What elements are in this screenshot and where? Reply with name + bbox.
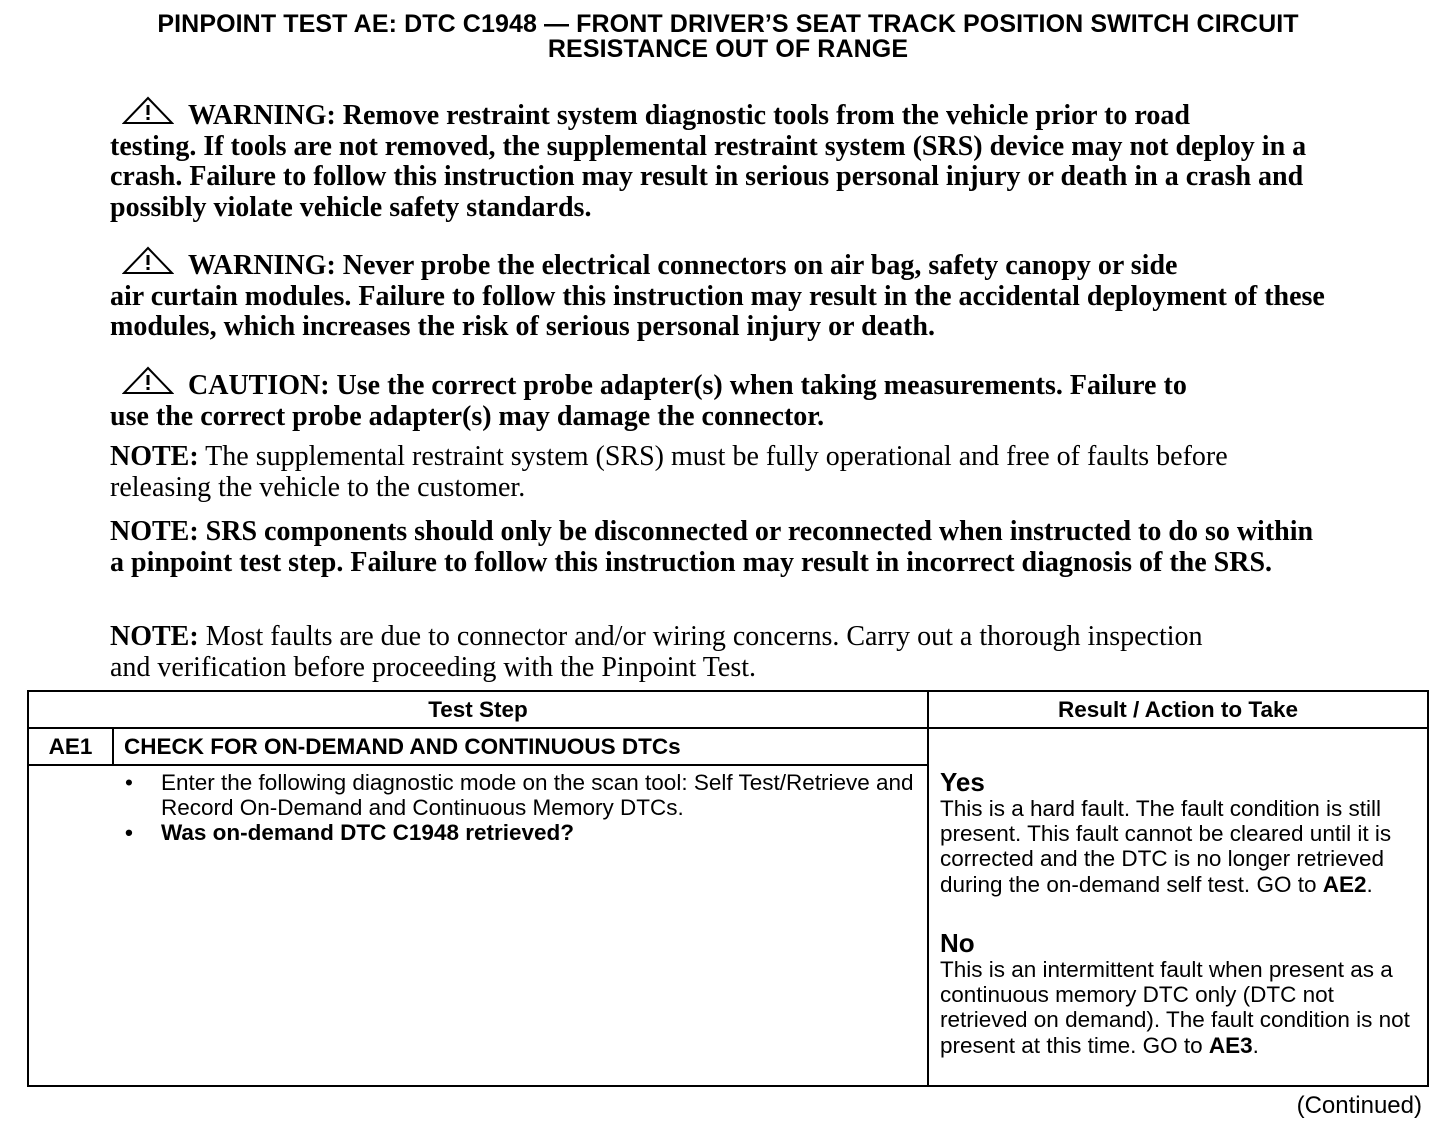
warning-notice-1 bbox=[110, 96, 1340, 223]
question-text: Was on-demand DTC C1948 retrieved? bbox=[161, 820, 575, 845]
note-1-text: The supplemental restraint system (SRS) must be fully operational and free of faults before releasing the vehicle to the customer. bbox=[110, 441, 1228, 503]
result-yes: Yes This is a hard fault. The fault condition is still present. This fault cannot be cleared until it is corrected and the DTC is no longer retrieved during the on-demand self test. GO to AE2. bbox=[940, 768, 1424, 897]
caution-notice bbox=[110, 366, 1340, 432]
page-title-line-2: RESISTANCE OUT OF RANGE bbox=[547, 35, 909, 63]
result-no-heading: No bbox=[940, 928, 975, 958]
table-column-divider bbox=[927, 692, 929, 1085]
pinpoint-test-table bbox=[27, 690, 1429, 1087]
step-title: CHECK FOR ON-DEMAND AND CONTINUOUS DTCs bbox=[124, 734, 681, 759]
warning-2-line-1: WARNING: Never probe the electrical connectors on air bag, safety canopy or side bbox=[188, 250, 1178, 281]
result-yes-heading: Yes bbox=[940, 767, 985, 797]
step-id-divider bbox=[112, 729, 114, 764]
caution-line-1: CAUTION: Use the correct probe adapter(s) when taking measurements. Failure to bbox=[188, 370, 1187, 401]
page-title-line-1: PINPOINT TEST AE: DTC C1948 — FRONT DRIVER’S SEAT TRACK POSITION SWITCH CIRCUIT bbox=[157, 10, 1299, 38]
step-instructions bbox=[115, 770, 915, 845]
bullet-icon: • bbox=[125, 770, 133, 795]
warning-2-text: air curtain modules. Failure to follow this instruction may result in the accidental deployment of these modules, which increases the risk of serious personal injury or death. bbox=[110, 280, 1325, 342]
list-item bbox=[115, 820, 915, 845]
list-item bbox=[115, 770, 915, 820]
note-3-label: NOTE: bbox=[110, 621, 199, 652]
header-result-action: Result / Action to Take bbox=[1057, 697, 1299, 722]
caution-text: use the correct probe adapter(s) may damage the connector. bbox=[110, 400, 825, 432]
goto-ae3-link[interactable]: AE3 bbox=[1208, 1032, 1253, 1058]
warning-notice-2 bbox=[110, 246, 1340, 343]
warning-1-line-1: WARNING: Remove restraint system diagnostic tools from the vehicle prior to road bbox=[188, 100, 1190, 131]
note-2-text: NOTE: SRS components should only be disconnected or reconnected when instructed to do so within a pinpoint test step. Failure to follow this instruction may result in incorrect diagnosis of the SRS. bbox=[110, 516, 1314, 578]
note-1 bbox=[110, 442, 1300, 503]
step-id: AE1 bbox=[48, 734, 93, 759]
bullet-icon: • bbox=[125, 820, 133, 845]
warning-1-text: testing. If tools are not removed, the supplemental restraint system (SRS) device may not deploy in a crash. Failure to follow this instruction may result in serious personal injury or death in a crash and possibly violate vehicle safety standards. bbox=[110, 130, 1307, 223]
warning-triangle-icon bbox=[122, 96, 174, 126]
note-2 bbox=[110, 517, 1320, 578]
note-3-text: Most faults are due to connector and/or wiring concerns. Carry out a thorough inspection and verification before proceeding with the Pinpoint Test. bbox=[110, 621, 1203, 683]
result-no-text: This is an intermittent fault when present as a continuous memory DTC only (DTC not retrieved on demand). The fault condition is not present at this time. GO to bbox=[940, 957, 1410, 1058]
continued-label: (Continued) bbox=[1296, 1092, 1422, 1119]
header-test-step: Test Step bbox=[428, 697, 528, 722]
result-yes-text: This is a hard fault. The fault condition is still present. This fault cannot be cleared until it is corrected and the DTC is no longer retrieved during the on-demand self test. GO to bbox=[940, 796, 1392, 897]
goto-ae2-link[interactable]: AE2 bbox=[1322, 871, 1367, 897]
warning-triangle-icon bbox=[122, 246, 174, 276]
result-no: No This is an intermittent fault when present as a continuous memory DTC only (DTC not retrieved on demand). The fault condition is not present at this time. GO to AE3. bbox=[940, 929, 1424, 1058]
note-3 bbox=[110, 622, 1230, 683]
page-title bbox=[20, 12, 1436, 62]
instruction-text: Enter the following diagnostic mode on the scan tool: Self Test/Retrieve and Record On-Demand and Continuous Memory DTCs. bbox=[161, 770, 914, 820]
note-1-label: NOTE: bbox=[110, 441, 199, 472]
warning-triangle-icon bbox=[122, 366, 174, 396]
